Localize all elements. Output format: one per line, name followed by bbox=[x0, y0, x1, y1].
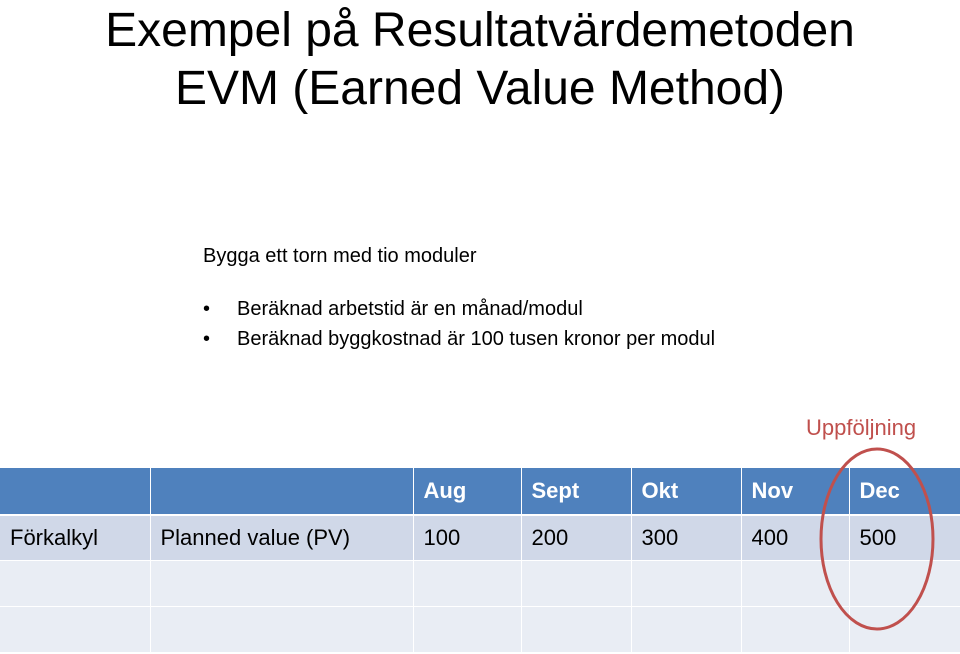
slide-title bbox=[0, 0, 960, 118]
table-cell bbox=[413, 607, 521, 653]
table-cell bbox=[150, 561, 413, 607]
table-cell bbox=[0, 561, 150, 607]
followup-label: Uppföljning bbox=[806, 415, 917, 440]
bullet-dot-icon: • bbox=[203, 328, 211, 350]
table-cell: 200 bbox=[521, 515, 631, 561]
intro-text: Bygga ett torn med tio moduler bbox=[203, 245, 477, 267]
header-cell bbox=[0, 468, 150, 515]
table-cell bbox=[521, 607, 631, 653]
table-cell bbox=[150, 607, 413, 653]
header-cell-nov: Nov bbox=[741, 468, 849, 515]
table-cell bbox=[631, 561, 741, 607]
header-cell bbox=[150, 468, 413, 515]
table-cell: 400 bbox=[741, 515, 849, 561]
highlight-ellipse bbox=[821, 449, 933, 629]
bullet-text: Beräknad arbetstid är en månad/modul bbox=[237, 298, 583, 320]
table-cell: 500 bbox=[849, 515, 960, 561]
bullet-text: Beräknad byggkostnad är 100 tusen kronor per modul bbox=[237, 328, 716, 350]
table-cell: Förkalkyl bbox=[0, 515, 150, 561]
table-cell: 100 bbox=[413, 515, 521, 561]
bullet-item bbox=[203, 294, 715, 324]
bullet-list bbox=[203, 294, 715, 354]
bullet-item bbox=[203, 324, 715, 354]
table-cell bbox=[521, 561, 631, 607]
slide-title-line-2: EVM (Earned Value Method) bbox=[174, 62, 786, 115]
table-cell bbox=[631, 607, 741, 653]
slide-title-line-1: Exempel på Resultatvärdemetoden bbox=[105, 4, 855, 57]
header-cell-okt: Okt bbox=[631, 468, 741, 515]
table-cell bbox=[0, 607, 150, 653]
header-cell-aug: Aug bbox=[413, 468, 521, 515]
header-cell-dec: Dec bbox=[849, 468, 960, 515]
header-cell-sept: Sept bbox=[521, 468, 631, 515]
table-cell: Planned value (PV) bbox=[150, 515, 413, 561]
bullet-dot-icon: • bbox=[203, 298, 211, 320]
table-cell bbox=[413, 561, 521, 607]
highlight-circle-icon bbox=[815, 446, 955, 636]
table-cell: 300 bbox=[631, 515, 741, 561]
